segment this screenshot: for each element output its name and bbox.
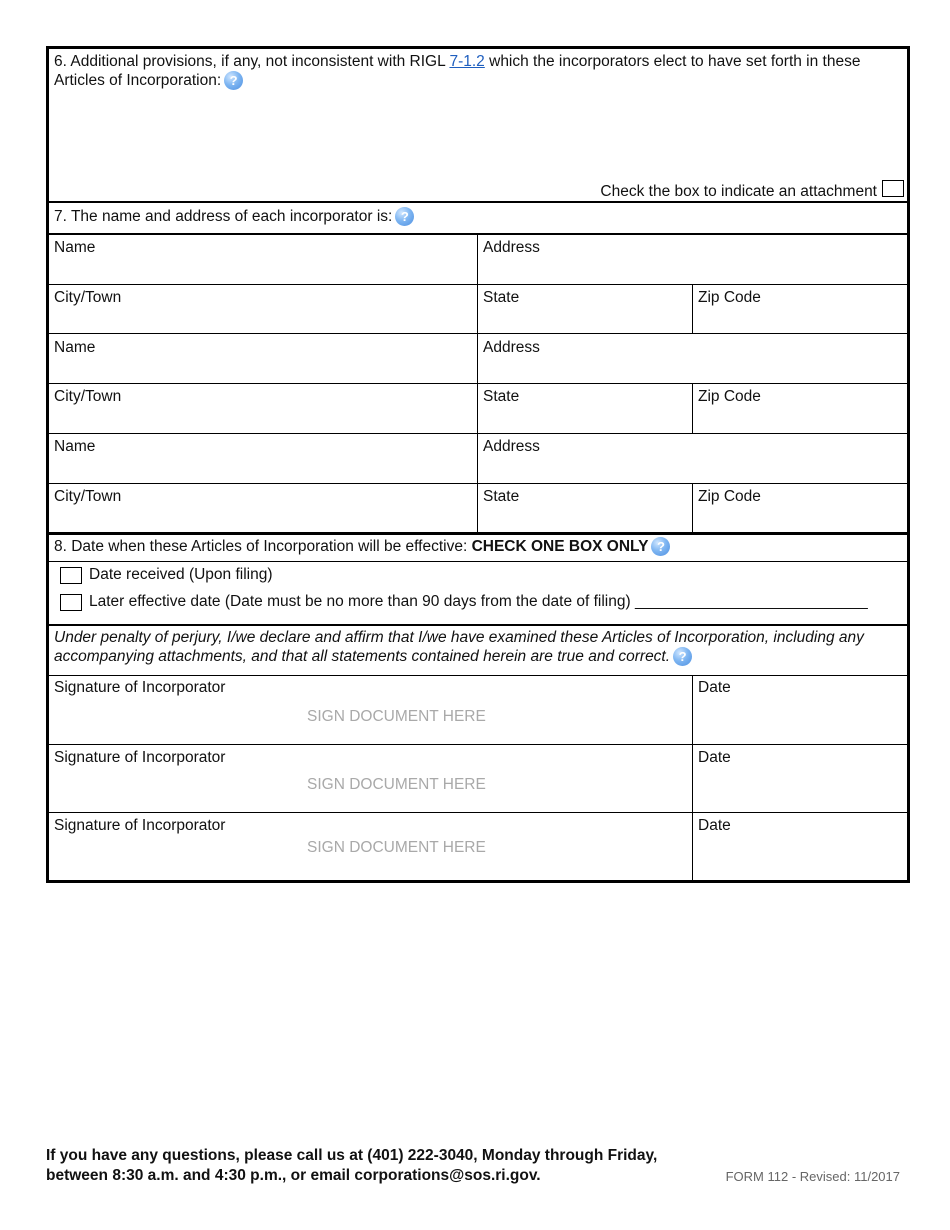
divider xyxy=(49,561,907,562)
column-divider xyxy=(692,284,693,333)
upon-filing-checkbox[interactable] xyxy=(60,567,82,584)
divider xyxy=(49,532,907,535)
name-field[interactable]: Name xyxy=(54,239,96,256)
address-field[interactable]: Address xyxy=(483,239,540,256)
form-frame xyxy=(46,46,910,883)
attachment-label: Check the box to indicate an attachment xyxy=(600,183,877,200)
signature-field[interactable]: SIGN DOCUMENT HERE xyxy=(307,839,486,856)
signature-field[interactable]: SIGN DOCUMENT HERE xyxy=(307,776,486,793)
divider xyxy=(49,433,907,434)
date-field[interactable]: Date xyxy=(698,749,731,766)
state-field[interactable]: State xyxy=(483,289,520,306)
divider xyxy=(49,201,907,203)
signature-label: Signature of Incorporator xyxy=(54,679,226,696)
section-7-heading: 7. The name and address of each incorporator is: ? xyxy=(54,207,414,226)
name-field[interactable]: Name xyxy=(54,438,96,455)
city-field[interactable]: City/Town xyxy=(54,388,122,405)
help-icon[interactable]: ? xyxy=(224,71,243,90)
city-field[interactable]: City/Town xyxy=(54,488,122,505)
footer-line-2: between 8:30 a.m. and 4:30 p.m., or email corporations@sos.ri.gov. xyxy=(46,1167,541,1184)
zip-field[interactable]: Zip Code xyxy=(698,388,761,405)
later-date-label[interactable]: Later effective date (Date must be no more than 90 days from the date of filing) ___________________________ xyxy=(89,593,868,610)
section-6-text: 6. Additional provisions, if any, not inconsistent with RIGL 7-1.2 which the incorporators elect to have set forth in these Articles of Incorporation: ? xyxy=(54,53,861,89)
column-divider xyxy=(692,483,693,532)
help-icon[interactable]: ? xyxy=(673,647,692,666)
help-icon[interactable]: ? xyxy=(395,207,414,226)
date-field[interactable]: Date xyxy=(698,679,731,696)
name-field[interactable]: Name xyxy=(54,339,96,356)
address-field[interactable]: Address xyxy=(483,339,540,356)
form-number: FORM 112 - Revised: 11/2017 xyxy=(725,1169,900,1184)
divider xyxy=(49,744,907,745)
later-date-checkbox[interactable] xyxy=(60,594,82,611)
divider xyxy=(49,624,907,626)
city-field[interactable]: City/Town xyxy=(54,289,122,306)
footer-contact xyxy=(46,1146,657,1186)
signature-label: Signature of Incorporator xyxy=(54,749,226,766)
signature-field[interactable]: SIGN DOCUMENT HERE xyxy=(307,708,486,725)
attachment-checkbox[interactable] xyxy=(882,180,904,197)
signature-label: Signature of Incorporator xyxy=(54,817,226,834)
zip-field[interactable]: Zip Code xyxy=(698,488,761,505)
divider xyxy=(49,383,907,384)
state-field[interactable]: State xyxy=(483,488,520,505)
upon-filing-label: Date received (Upon filing) xyxy=(89,566,273,583)
section-8-heading: 8. Date when these Articles of Incorporation will be effective: CHECK ONE BOX ONLY ? xyxy=(54,537,670,556)
divider xyxy=(49,812,907,813)
address-field[interactable]: Address xyxy=(483,438,540,455)
footer-line-1: If you have any questions, please call us at (401) 222-3040, Monday through Friday, xyxy=(46,1147,658,1164)
zip-field[interactable]: Zip Code xyxy=(698,289,761,306)
divider xyxy=(49,675,907,676)
column-divider xyxy=(692,676,693,880)
date-field[interactable]: Date xyxy=(698,817,731,834)
declaration: Under penalty of perjury, I/we declare and affirm that I/we have examined these Articles of Incorporation, including any accompanying attachments, and that all statements contained herein are true and correct. ? xyxy=(54,629,864,665)
divider xyxy=(49,284,907,285)
divider xyxy=(49,333,907,334)
column-divider xyxy=(692,383,693,433)
help-icon[interactable]: ? xyxy=(651,537,670,556)
divider xyxy=(49,483,907,484)
state-field[interactable]: State xyxy=(483,388,520,405)
rigl-link[interactable]: 7-1.2 xyxy=(449,53,485,70)
divider xyxy=(49,233,907,235)
